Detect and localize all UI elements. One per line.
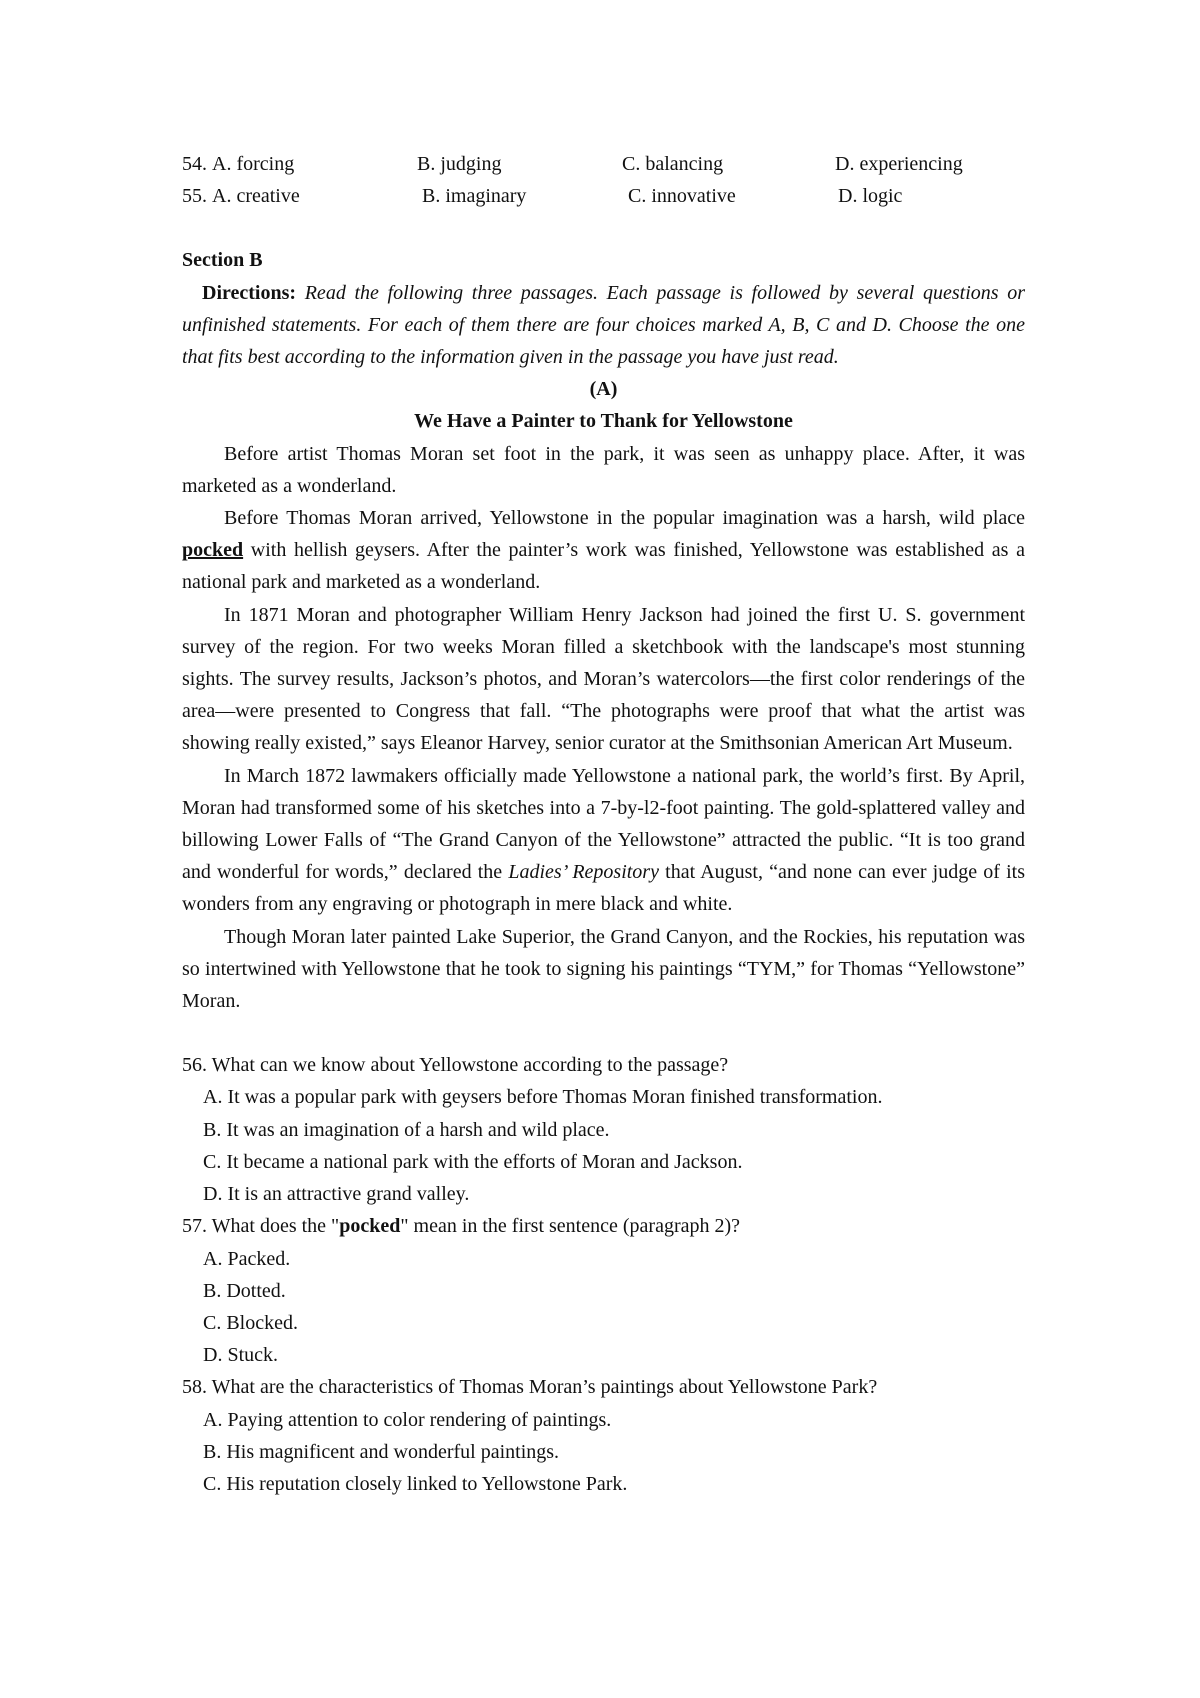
choice-d: D. Stuck. — [203, 1344, 278, 1367]
passage-title: We Have a Painter to Thank for Yellowstone — [414, 410, 793, 433]
publication-name: Ladies’ Repository — [508, 861, 659, 884]
directions-label: Directions: — [202, 281, 297, 304]
choice-a: A. Paying attention to color rendering of paintings. — [203, 1408, 612, 1431]
choice-c: C. It became a national park with the efforts of Moran and Jackson. — [203, 1150, 743, 1173]
options-row-54 — [182, 148, 1025, 180]
paragraph-5: Though Moran later painted Lake Superior, the Grand Canyon, and the Rockies, his reputation was so intertwined with Yellowstone that he took to signing his paintings “TYM,” for Thomas “Yellowstone” Moran. — [182, 925, 1025, 1013]
question-57 — [182, 1210, 1025, 1371]
option-55-b: B. imaginary — [422, 185, 527, 208]
question-stem: 56. What can we know about Yellowstone according to the passage? — [182, 1054, 729, 1077]
choice-a: A. It was a popular park with geysers before Thomas Moran finished transformation. — [203, 1086, 883, 1109]
choice-b: B. His magnificent and wonderful paintings. — [203, 1440, 560, 1463]
option-54-b: B. judging — [417, 153, 502, 175]
option-54-d: D. experiencing — [835, 153, 963, 175]
directions-text: Read the following three passages. Each passage is followed by several questions or unfinished statements. For each of them there are four choices marked A, B, C and D. Choose the one that fits best according to the information given in the passage you have just read. — [182, 281, 1025, 369]
option-55-d: D. logic — [838, 185, 903, 208]
paragraph-4: In March 1872 lawmakers officially made Yellowstone a national park, the world’s first. By April, Moran had transformed some of his sketches into a 7-by-l2-foot painting. The gold-splattered valley and billowing Lower Falls of “The Grand Canyon of the Yellowstone” attracted the public. “It is too grand and wonderful for words,” declared the Ladies’ Repository that August, “and none can ever judge of its wonders from any engraving or photograph in mere black and white. — [182, 764, 1025, 916]
choice-a: A. Packed. — [203, 1247, 291, 1270]
question-58 — [182, 1371, 1025, 1500]
choice-b: B. It was an imagination of a harsh and wild place. — [203, 1118, 610, 1141]
passage-label: (A) — [589, 378, 618, 401]
section-title: Section B — [182, 249, 263, 272]
choice-d: D. It is an attractive grand valley. — [203, 1183, 470, 1206]
paragraph-1: Before artist Thomas Moran set foot in the park, it was seen as unhappy place. After, it was marketed as a wonderland. — [182, 442, 1025, 497]
choice-c: C. Blocked. — [203, 1311, 298, 1334]
choice-b: B. Dotted. — [203, 1279, 286, 1302]
exam-page — [182, 148, 1025, 1500]
question-56 — [182, 1049, 1025, 1210]
option-54-a: 54. A. forcing — [182, 153, 295, 175]
paragraph-3: In 1871 Moran and photographer William Henry Jackson had joined the first U. S. government survey of the region. For two weeks Moran filled a sketchbook with the landscape's most stunning sights. The survey results, Jackson’s photos, and Moran’s watercolors—the first color renderings of the area—were presented to Congress that fall. “The photographs were proof that what the artist was showing really existed,” says Eleanor Harvey, senior curator at the Smithsonian American Art Museum. — [182, 603, 1025, 755]
directions — [182, 277, 1025, 374]
option-54-c: C. balancing — [622, 153, 724, 175]
choice-c: C. His reputation closely linked to Yellowstone Park. — [203, 1472, 628, 1495]
options-row-55 — [182, 180, 1025, 212]
option-55-c: C. innovative — [628, 185, 736, 208]
paragraph-2: Before Thomas Moran arrived, Yellowstone in the popular imagination was a harsh, wild place pocked with hellish geysers. After the painter’s work was finished, Yellowstone was established as a national park and marketed as a wonderland. — [182, 507, 1025, 594]
underlined-word: pocked — [182, 539, 244, 562]
question-stem: 58. What are the characteristics of Thomas Moran’s paintings about Yellowstone Park? — [182, 1376, 878, 1399]
option-55-a: 55. A. creative — [182, 185, 300, 208]
question-stem: 57. What does the "pocked" mean in the first sentence (paragraph 2)? — [182, 1215, 741, 1238]
